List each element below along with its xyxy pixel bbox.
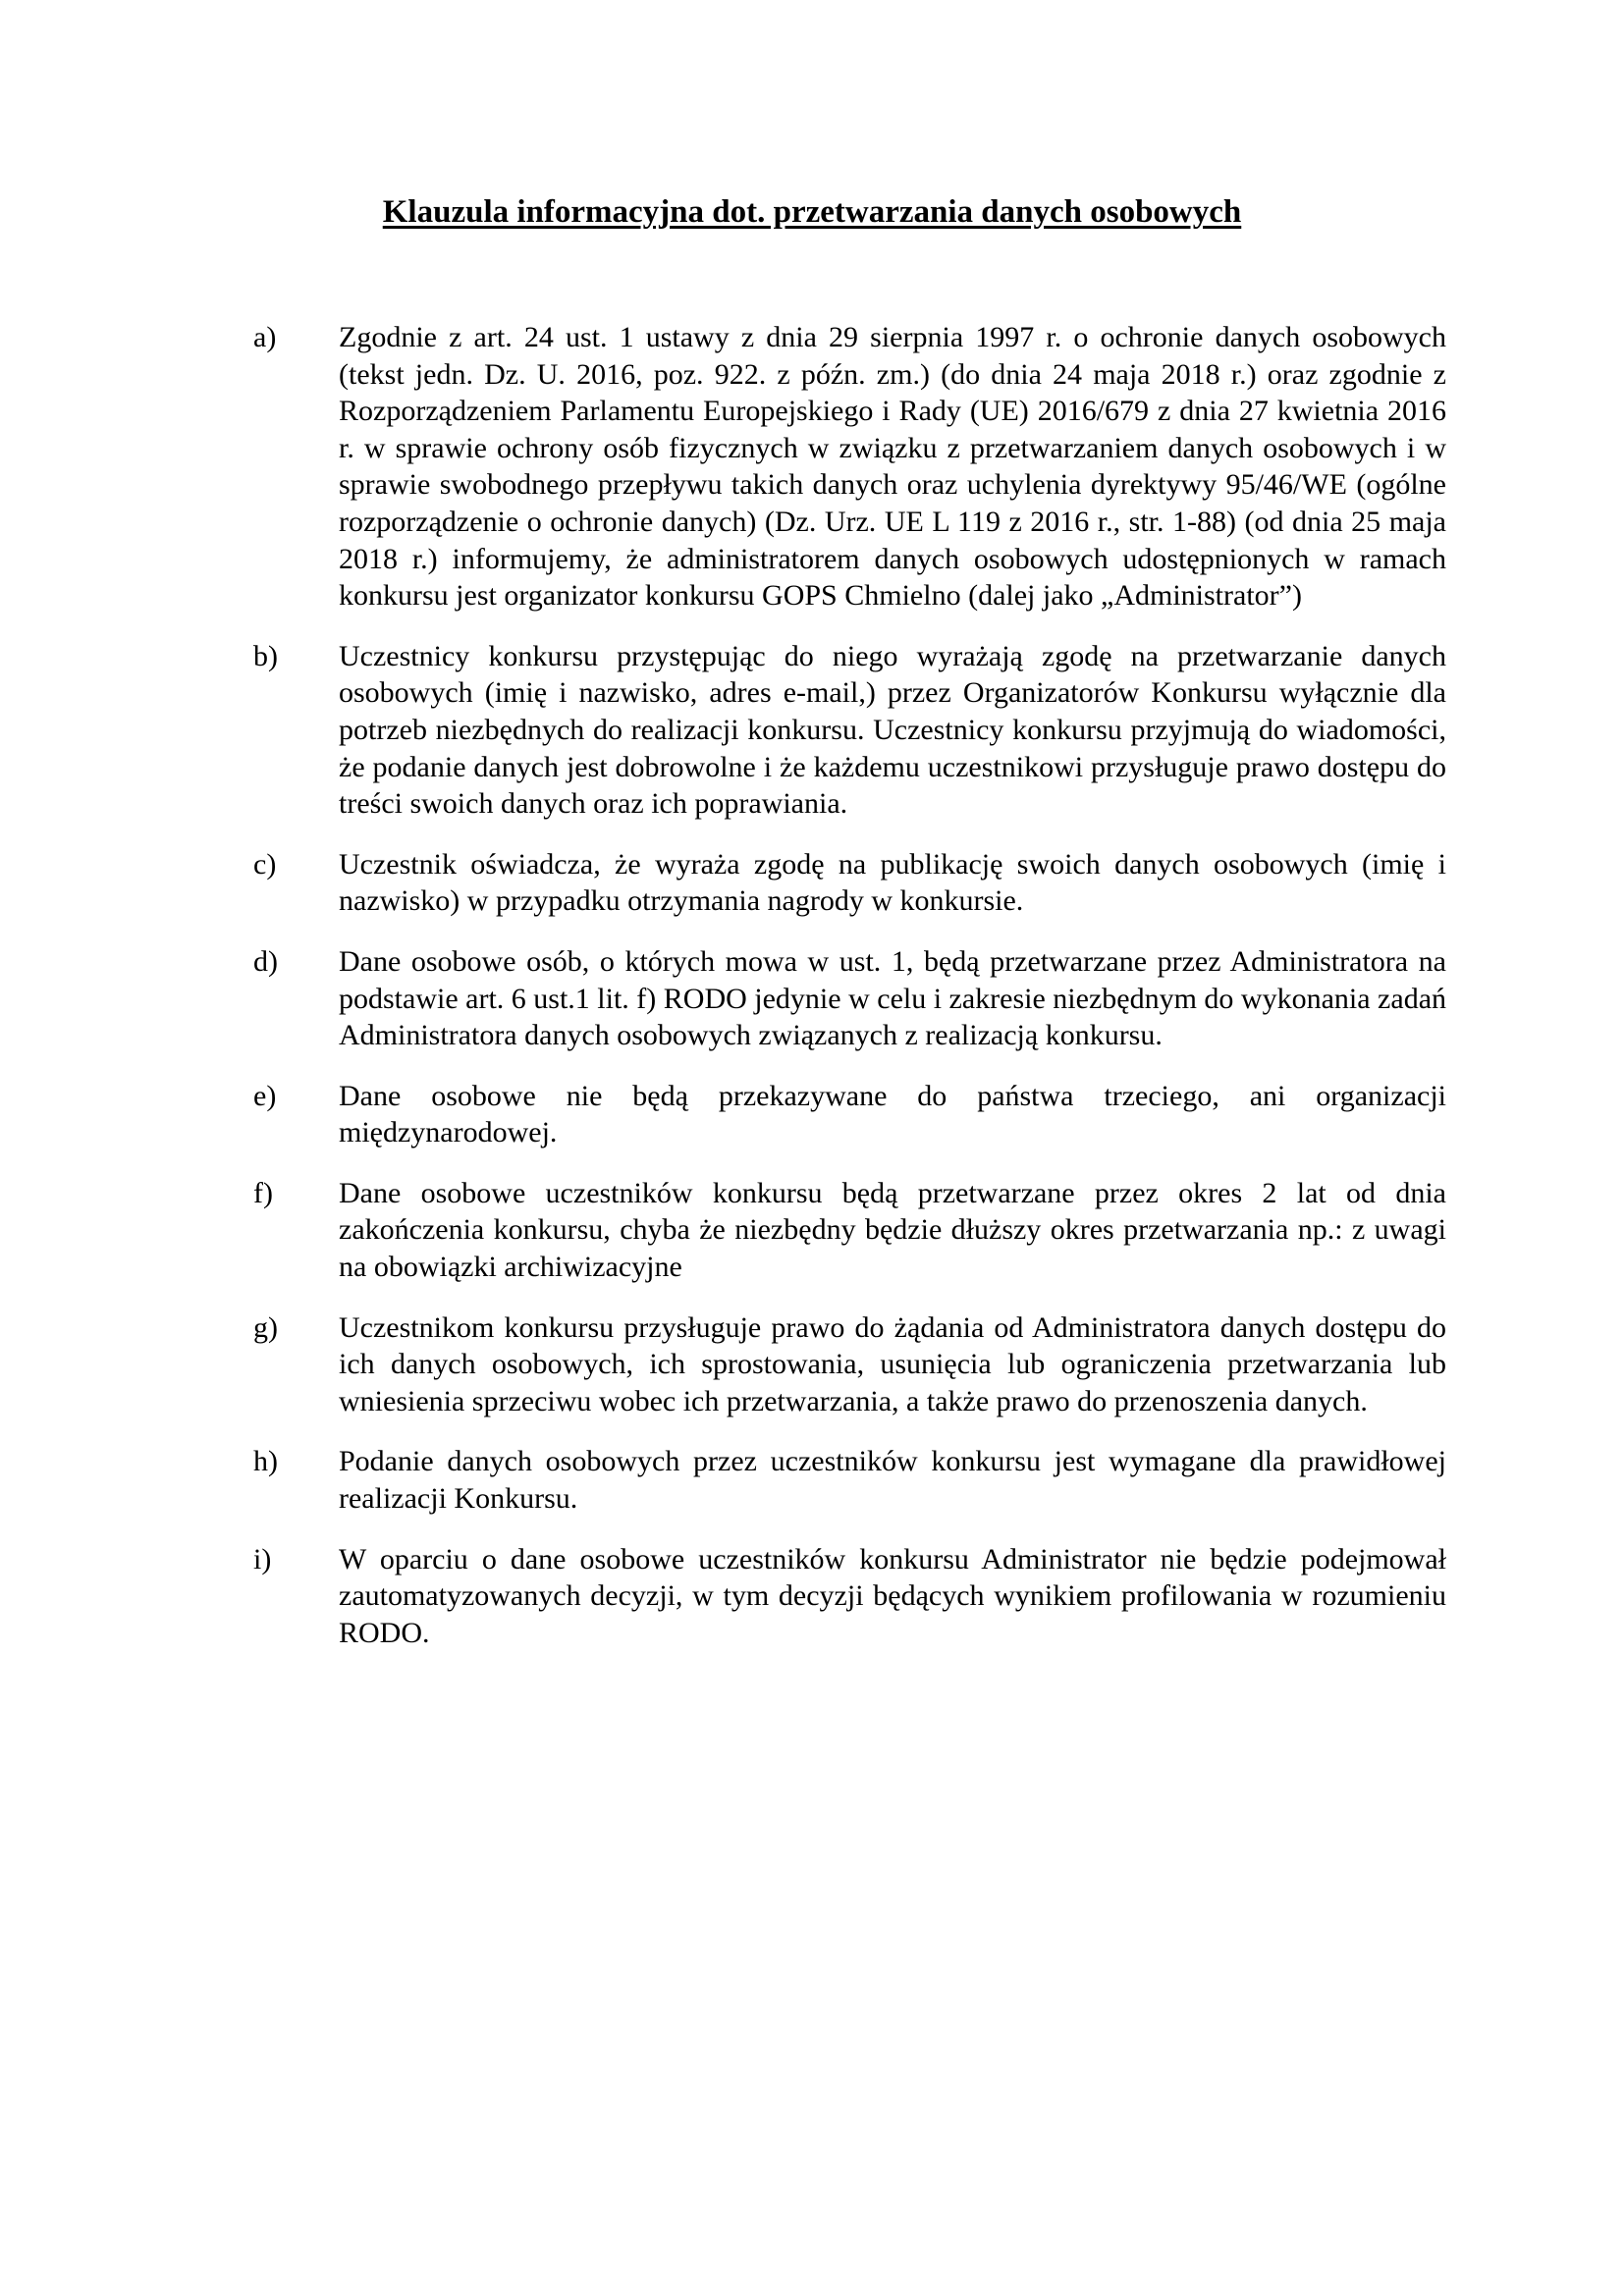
clause-marker: d): [253, 944, 278, 978]
clause-marker: g): [253, 1310, 278, 1344]
clause-a: [253, 319, 1446, 614]
clause-text: Dane osobowe uczestników konkursu będą przetwarzane przez okres 2 lat od dnia zakończenia konkursu, chyba że niezbędny będzie dłuższy okres przetwarzania np.: z uwagi na obowiązki archiwizacyjne: [339, 1176, 1446, 1284]
clause-text: Zgodnie z art. 24 ust. 1 ustawy z dnia 29 sierpnia 1997 r. o ochronie danych osobowych (tekst jedn. Dz. U. 2016, poz. 922. z późn. zm.) (do dnia 24 maja 2018 r.) oraz zgodnie z Rozporządzeniem Parlamentu Europejskiego i Rady (UE) 2016/679 z dnia 27 kwietnia 2016 r. w sprawie ochrony osób fizycznych w związku z przetwarzaniem danych osobowych i w sprawie swobodnego przepływu takich danych oraz uchylenia dyrektywy 95/46/WE (ogólne rozporządzenie o ochronie danych) (Dz. Urz. UE L 119 z 2016 r., str. 1-88) (od dnia 25 maja 2018 r.) informujemy, że administratorem danych osobowych udostępnionych w ramach konkursu jest organizator konkursu GOPS Chmielno (dalej jako „Administrator”): [339, 321, 1446, 613]
clause-text: Podanie danych osobowych przez uczestników konkursu jest wymagane dla prawidłowej realizacji Konkursu.: [339, 1445, 1446, 1516]
clause-d: [253, 943, 1446, 1054]
clause-marker: a): [253, 321, 277, 353]
clause-list: [253, 319, 1446, 1675]
clause-i: [253, 1541, 1446, 1652]
clause-c: [253, 846, 1446, 920]
clause-marker: f): [253, 1176, 273, 1209]
clause-text: Uczestnik oświadcza, że wyraża zgodę na publikację swoich danych osobowych (imię i nazwisko) w przypadku otrzymania nagrody w konkursie.: [339, 847, 1446, 918]
clause-g: [253, 1309, 1446, 1420]
clause-text: Dane osobowe nie będą przekazywane do państwa trzeciego, ani organizacji międzynarodowej.: [339, 1079, 1446, 1149]
clause-h: [253, 1443, 1446, 1517]
clause-marker: h): [253, 1445, 278, 1478]
clause-marker: i): [253, 1542, 272, 1575]
clause-b: [253, 638, 1446, 823]
clause-e: [253, 1078, 1446, 1151]
clause-text: Uczestnicy konkursu przystępując do niego wyrażają zgodę na przetwarzanie danych osobowych (imię i nazwisko, adres e-mail,) przez Organizatorów Konkursu wyłącznie dla potrzeb niezbędnych do realizacji konkursu. Uczestnicy konkursu przyjmują do wiadomości, że podanie danych jest dobrowolne i że każdemu uczestnikowi przysługuje prawo dostępu do treści swoich danych oraz ich poprawiania.: [339, 639, 1446, 821]
clause-text: Uczestnikom konkursu przysługuje prawo do żądania od Administratora danych dostępu do ich danych osobowych, ich sprostowania, usunięcia lub ograniczenia przetwarzania lub wniesienia sprzeciwu wobec ich przetwarzania, a także prawo do przenoszenia danych.: [339, 1310, 1446, 1417]
document-title: Klauzula informacyjna dot. przetwarzania danych osobowych: [382, 194, 1242, 230]
clause-marker: c): [253, 847, 277, 881]
clause-text: W oparciu o dane osobowe uczestników konkursu Administrator nie będzie podejmował zautomatyzowanych decyzji, w tym decyzji będących wynikiem profilowania w rozumieniu RODO.: [339, 1542, 1446, 1649]
clause-marker: b): [253, 639, 278, 672]
clause-marker: e): [253, 1079, 277, 1112]
clause-f: [253, 1175, 1446, 1286]
clause-text: Dane osobowe osób, o których mowa w ust. 1, będą przetwarzane przez Administratora na podstawie art. 6 ust.1 lit. f) RODO jedynie w celu i zakresie niezbędnym do wykonania zadań Administratora danych osobowych związanych z realizacją konkursu.: [339, 944, 1447, 1052]
